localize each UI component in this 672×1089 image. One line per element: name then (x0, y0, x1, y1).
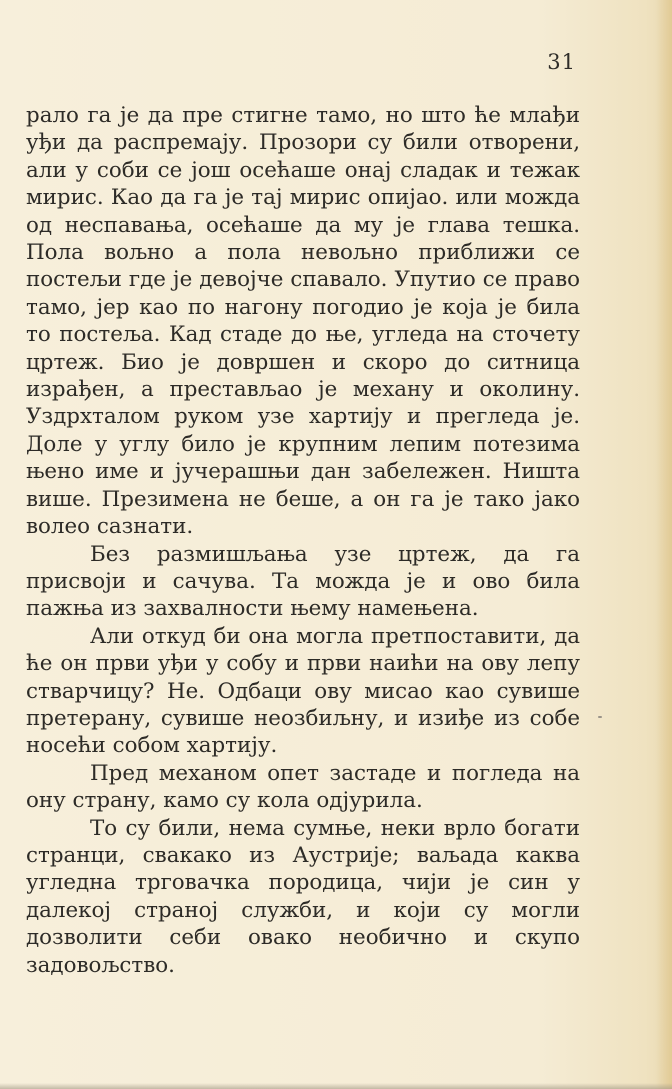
ink-speck (598, 716, 602, 718)
paragraph-4: Пред механом опет застаде и погледа на ону страну, камо су кола одјурила. (26, 760, 580, 814)
paragraph-5: То су били, нема сумње, неки врло богати странци, свакако из Аустрије; ваљада каква угледна трговачка породица, чији је син у далекој страној служби, и који су могли дозволити себи овако необично и скупо задовољство. (26, 815, 580, 978)
page-number: 31 (547, 50, 576, 74)
paragraph-1: рало га је да пре стигне тамо, но што ће млађи уђи да распремају. Прозори су били отворени, али у соби се још осећаше онај сладак и тежак мирис. Као да га је тај мирис опијао. или можда од неспавања, осећаше да му је глава тешка. Пола вољно а пола невољно приближи се постељи где је девојче спавало. Упутио се право тамо, јер као по нагону погодио је која је била то постеља. Кад стаде до ње, угледа на сточету цртеж. Био је довршен и скоро до ситница израђен, а престављао је механу и околину. Уздрхталом руком узе хартију и прегледа је. Доле у углу било је крупним лепим потезима њено име и јучерашњи дан забележен. Ништа више. Презимена не беше, а он га је тако јако волео сазнати. (26, 103, 580, 540)
body-text (26, 102, 580, 979)
page-bottom-edge (0, 1083, 672, 1089)
paragraph-3: Али откуд би она могла претпоставити, да ће он први уђи у собу и први наићи на ову лепу стварчицу? Не. Одбаци ову мисао као сувише претерану, сувише неозбиљну, и изиђе из собе носећи собом хартију. (26, 623, 580, 759)
page-edge-shadow (656, 0, 672, 1089)
paragraph-2: Без размишљања узе цртеж, да га присвоји и сачува. Та можда је и ово била пажња из захвалности њему намењена. (26, 541, 580, 622)
